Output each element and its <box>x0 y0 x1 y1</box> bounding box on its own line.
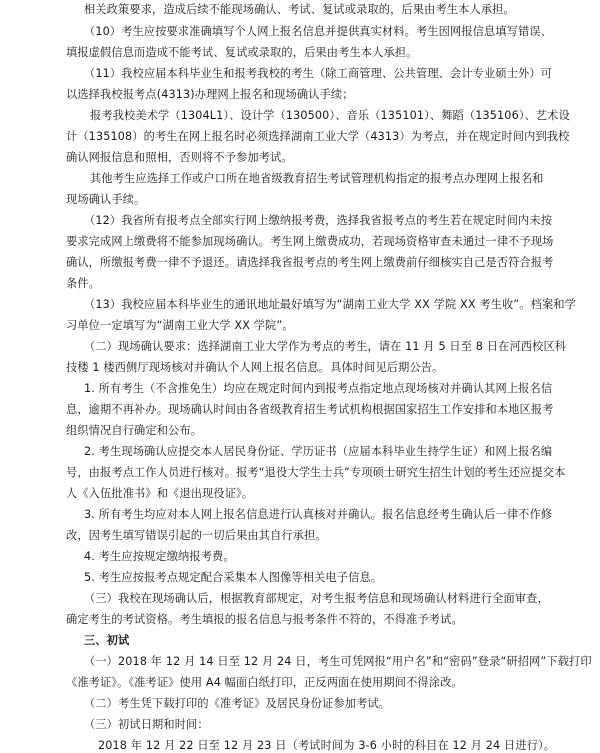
text-line: 2. 考生现场确认应提交本人居民身份证、学历证书（应届本科毕业生持学生证）和网上报名编 <box>84 445 553 458</box>
text-line: 其他考生应选择工作或户口所在地省级教育招生考试管理机构指定的报考点办理网上报名和 <box>90 172 544 185</box>
text-line: 2018 年 12 月 22 日至 12 月 23 日（考试时间为 3-6 小时的科目在 12 月 24 日进行）。 <box>98 739 556 752</box>
text-line: 报考我校美术学（1304L1）、设计学（130500）、音乐（135101）、舞蹈（135106）、艺术设 <box>90 109 570 122</box>
text-line: （13）我校应届本科毕业生的通讯地址最好填写为“湖南工业大学 XX 学院 XX 考生收”。档案和学 <box>84 298 576 311</box>
text-line: 确定考生的考试资格。考生填报的报名信息与报考条件不符的，不得准予考试。 <box>66 613 463 626</box>
text-line: 填报虚假信息而造成不能考试、复试或录取的，后果由考生本人承担。 <box>66 46 418 59</box>
text-line: 技楼 1 楼西侧厅现场核对并确认个人网上报名信息。具体时间见后期公告。 <box>66 361 444 374</box>
text-line: 现场确认手续。 <box>66 193 146 206</box>
text-line: （一）2018 年 12 月 14 日至 12 月 24 日，考生可凭网报“用户名”和“密码”登录“研招网”下载打印 <box>84 655 592 668</box>
text-line: 《准考证》。《准考证》使用 A4 幅面白纸打印，正反两面在使用期间不得涂改。 <box>66 676 463 689</box>
text-line: 1. 所有考生（不含推免生）均应在规定时间内到报考点指定地点现场核对并确认其网上报名信 <box>84 382 553 395</box>
text-line: （二）现场确认要求：选择湖南工业大学作为考点的考生，请在 11 月 5 日至 8 日在河西校区科 <box>84 340 567 353</box>
text-line: 4. 考生应按规定缴纳报考费。 <box>84 550 235 563</box>
text-line: （12）我省所有报考点全部实行网上缴纳报考费，选择我省报考点的考生若在规定时间内未按 <box>84 214 553 227</box>
text-line: 确认，所缴报考费一律不予退还。请选择我省报考点的考生网上缴费前仔细核实自己是否符合报考 <box>66 256 554 269</box>
text-line: 5. 考生应按报考点规定配合采集本人图像等相关电子信息。 <box>84 571 383 584</box>
text-line: 以选择我校报考点(4313)办理网上报名和现场确认手续； <box>66 88 354 101</box>
text-line: 3. 所有考生均应对本人网上报名信息进行认真核对并确认。报名信息经考生确认后一律不作修 <box>84 508 553 521</box>
text-line: 组织情况自行确定和公布。 <box>66 424 203 437</box>
text-line: （11）我校应届本科毕业生和报考我校的考生（除工商管理、公共管理、会计专业硕士外）可 <box>84 67 553 80</box>
text-line: 条件。 <box>66 277 101 290</box>
text-line: （二）考生凭下载打印的《准考证》及居民身份证参加考试。 <box>84 697 391 710</box>
text-line: 要求完成网上缴费将不能参加现场确认。考生网上缴费成功，若现场资格审查未通过一律不予现场 <box>66 235 554 248</box>
text-line: 人《入伍批准书》和《退出现役证》。 <box>66 487 254 500</box>
text-line: 号，由报考点工作人员进行核对。报考“退役大学生士兵”专项硕士研究生招生计划的考生还应提交本 <box>66 466 566 479</box>
text-line: 计（135108）的考生在网上报名时必须选择湖南工业大学（4313）为考点，并在规定时间内到我校 <box>66 130 570 143</box>
text-line: （三）初试日期和时间： <box>84 718 209 731</box>
text-line: 确认网报信息和照相，否则将不予参加考试。 <box>66 151 293 164</box>
text-line: 习单位一定填写为“湖南工业大学 XX 学院”。 <box>66 319 294 332</box>
text-line: 相关政策要求，造成后续不能现场确认、考试、复试或录取的，后果由考生本人承担。 <box>84 3 515 16</box>
section-heading: 三、初试 <box>84 634 130 647</box>
text-line: （三）我校在现场确认后，根据教育部规定，对考生报考信息和现场确认材料进行全面审查， <box>84 592 549 605</box>
text-line: 改，因考生填写错误引起的一切后果由其自行承担。 <box>66 529 327 542</box>
text-line: 息，逾期不再补办。现场确认时间由各省级教育招生考试机构根据国家招生工作安排和本地区报考 <box>66 403 554 416</box>
text-line: （10）考生应按要求准确填写个人网上报名信息并提供真实材料。考生因网报信息填写错误、 <box>84 25 553 38</box>
